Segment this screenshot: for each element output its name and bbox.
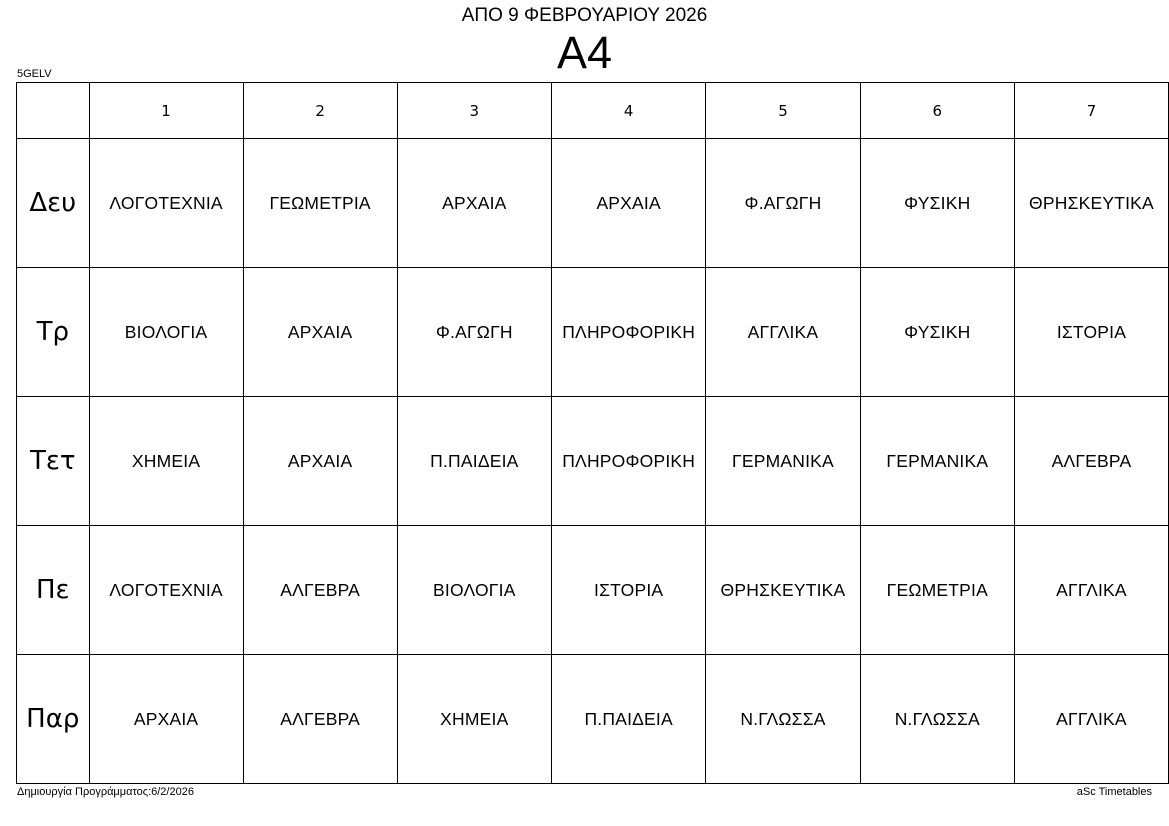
lesson-name: ΑΡΧΑΙΑ	[596, 193, 661, 213]
lesson-name: ΘΡΗΣΚΕΥΤΙΚΑ	[1029, 193, 1154, 213]
lesson-cell	[860, 268, 1014, 397]
lesson-cell	[1014, 268, 1168, 397]
period-header: 2	[243, 83, 397, 139]
lesson-cell	[552, 655, 706, 784]
lesson-cell	[860, 139, 1014, 268]
lesson-name: ΠΛΗΡΟΦΟΡΙΚΗ	[562, 451, 696, 471]
lesson-name: ΒΙΟΛΟΓΙΑ	[433, 580, 516, 600]
lesson-cell	[89, 139, 243, 268]
lesson-cell	[1014, 397, 1168, 526]
lesson-cell	[552, 268, 706, 397]
lesson-name: Π.ΠΑΙΔΕΙΑ	[430, 451, 519, 471]
period-header-row	[17, 83, 1169, 139]
lesson-name: ΙΣΤΟΡΙΑ	[594, 580, 664, 600]
lesson-cell	[397, 397, 551, 526]
lesson-cell	[1014, 139, 1168, 268]
lesson-name: ΒΙΟΛΟΓΙΑ	[124, 322, 208, 342]
lesson-name: Φ.ΑΓΩΓΗ	[744, 193, 822, 213]
day-label: Τετ	[17, 397, 90, 526]
lesson-cell	[397, 655, 551, 784]
lesson-cell	[552, 397, 706, 526]
lesson-cell	[397, 526, 551, 655]
lesson-cell	[89, 526, 243, 655]
lesson-cell	[243, 526, 397, 655]
day-row-thursday	[17, 526, 1169, 655]
day-row-monday	[17, 139, 1169, 268]
lesson-name: ΑΡΧΑΙΑ	[287, 451, 353, 471]
lesson-name: Π.ΠΑΙΔΕΙΑ	[584, 709, 673, 729]
day-row-wednesday	[17, 397, 1169, 526]
day-row-friday	[17, 655, 1169, 784]
lesson-cell	[860, 655, 1014, 784]
day-row-tuesday	[17, 268, 1169, 397]
lesson-name: Ν.ΓΛΩΣΣΑ	[740, 709, 826, 729]
lesson-name: ΑΓΓΛΙΚΑ	[747, 322, 819, 342]
period-header: 6	[860, 83, 1014, 139]
lesson-name: ΓΕΩΜΕΤΡΙΑ	[886, 580, 988, 600]
lesson-cell	[243, 139, 397, 268]
lesson-cell	[89, 397, 243, 526]
lesson-cell	[89, 655, 243, 784]
class-title: Α4	[556, 27, 613, 78]
lesson-name: ΦΥΣΙΚΗ	[904, 193, 971, 213]
lesson-name: ΑΛΓΕΒΡΑ	[280, 580, 361, 600]
lesson-name: ΧΗΜΕΙΑ	[440, 709, 509, 729]
period-header: 5	[706, 83, 860, 139]
lesson-cell	[243, 268, 397, 397]
lesson-cell	[706, 655, 860, 784]
lesson-cell	[706, 268, 860, 397]
software-credit: aSc Timetables	[1076, 786, 1152, 798]
lesson-name: ΘΡΗΣΚΕΥΤΙΚΑ	[720, 580, 846, 600]
lesson-name: ΛΟΓΟΤΕΧΝΙΑ	[109, 193, 223, 213]
period-header: 7	[1014, 83, 1168, 139]
lesson-cell	[1014, 655, 1168, 784]
lesson-name: ΦΥΣΙΚΗ	[904, 322, 971, 342]
lesson-name: ΑΛΓΕΒΡΑ	[1051, 451, 1132, 471]
lesson-cell	[860, 526, 1014, 655]
lesson-cell	[243, 655, 397, 784]
lesson-name: ΑΛΓΕΒΡΑ	[280, 709, 361, 729]
lesson-name: ΑΡΧΑΙΑ	[133, 709, 199, 729]
day-label: Πε	[17, 526, 90, 655]
lesson-cell	[243, 397, 397, 526]
lesson-cell	[397, 139, 551, 268]
lesson-name: ΑΡΧΑΙΑ	[442, 193, 507, 213]
lesson-cell	[706, 526, 860, 655]
timetable	[16, 82, 1169, 784]
period-header: 3	[397, 83, 551, 139]
lesson-cell	[1014, 526, 1168, 655]
lesson-cell	[860, 397, 1014, 526]
lesson-name: ΑΡΧΑΙΑ	[287, 322, 353, 342]
lesson-name: ΓΕΩΜΕΤΡΙΑ	[269, 193, 371, 213]
lesson-cell	[89, 268, 243, 397]
lesson-name: ΠΛΗΡΟΦΟΡΙΚΗ	[562, 322, 696, 342]
day-label: Τρ	[17, 268, 90, 397]
school-code: 5GELV	[17, 68, 52, 80]
lesson-name: ΑΓΓΛΙΚΑ	[1056, 709, 1127, 729]
lesson-name: ΧΗΜΕΙΑ	[131, 451, 201, 471]
period-header: 4	[552, 83, 706, 139]
corner-cell	[17, 83, 90, 139]
lesson-cell	[552, 139, 706, 268]
creation-date: Δημιουργία Προγράμματος:6/2/2026	[17, 786, 194, 798]
lesson-name: ΓΕΡΜΑΝΙΚΑ	[732, 451, 834, 471]
lesson-cell	[397, 268, 551, 397]
lesson-name: Φ.ΑΓΩΓΗ	[435, 322, 513, 342]
period-header: 1	[89, 83, 243, 139]
lesson-cell	[706, 397, 860, 526]
schedule-subtitle: ΑΠΟ 9 ΦΕΒΡΟΥΑΡΙΟΥ 2026	[461, 5, 708, 26]
lesson-name: ΓΕΡΜΑΝΙΚΑ	[886, 451, 989, 471]
lesson-name: ΛΟΓΟΤΕΧΝΙΑ	[109, 580, 223, 600]
lesson-name: ΙΣΤΟΡΙΑ	[1056, 322, 1127, 342]
day-label: Δευ	[17, 139, 90, 268]
day-label: Παρ	[17, 655, 90, 784]
lesson-name: Ν.ΓΛΩΣΣΑ	[894, 709, 980, 729]
lesson-cell	[706, 139, 860, 268]
lesson-name: ΑΓΓΛΙΚΑ	[1056, 580, 1127, 600]
lesson-cell	[552, 526, 706, 655]
